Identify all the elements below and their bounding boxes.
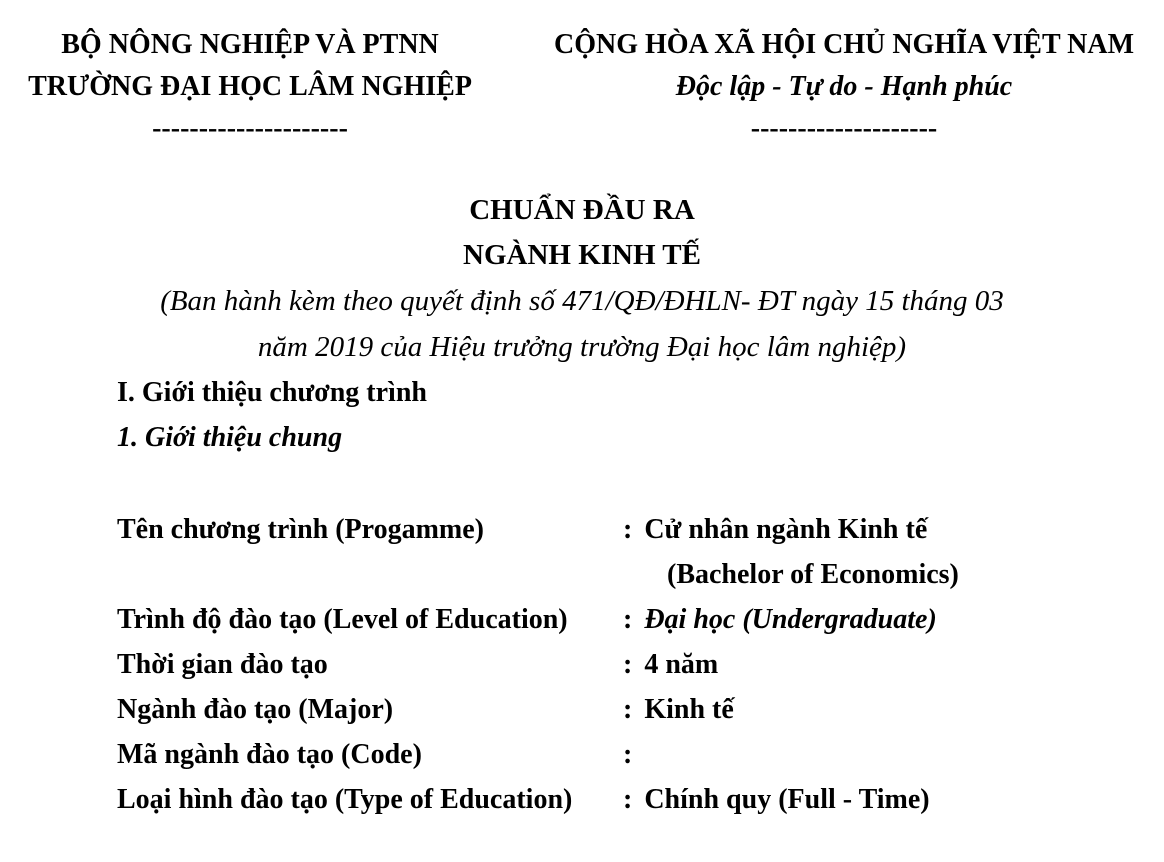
info-label: Ngành đào tạo (Major) xyxy=(117,694,394,725)
info-row-education-level xyxy=(0,597,1164,642)
country-name: CỘNG HÒA XÃ HỘI CHỦ NGHĨA VIỆT NAM xyxy=(553,29,1135,60)
colon-separator: : xyxy=(623,784,633,815)
issuing-agency-block xyxy=(0,24,500,150)
info-value: Đại học (Undergraduate) xyxy=(644,604,937,635)
issuance-note-line-2: năm 2019 của Hiệu trưởng trường Đại học lâm nghiệp) xyxy=(257,331,907,363)
document-title xyxy=(0,188,1164,278)
ministry-name: BỘ NÔNG NGHIỆP VÀ PTNN xyxy=(61,29,439,60)
info-row-programme-name xyxy=(0,507,1164,552)
colon-separator: : xyxy=(623,604,633,635)
info-row-major xyxy=(0,687,1164,732)
national-motto: Độc lập - Tự do - Hạnh phúc xyxy=(675,71,1013,102)
colon-separator: : xyxy=(623,694,633,725)
info-value: Chính quy (Full - Time) xyxy=(644,784,930,815)
info-value: 4 năm xyxy=(644,649,719,680)
programme-info-list xyxy=(0,507,1164,822)
section-heading-intro: I. Giới thiệu chương trình xyxy=(117,377,427,408)
info-value: Kinh tế xyxy=(644,694,734,725)
info-label: Loại hình đào tạo (Type of Education) xyxy=(117,784,573,815)
right-divider-dashes: -------------------- xyxy=(750,113,938,144)
info-label: Thời gian đào tạo xyxy=(117,649,328,680)
title-line-2: NGÀNH KINH TẾ xyxy=(463,239,701,271)
university-name: TRƯỜNG ĐẠI HỌC LÂM NGHIỆP xyxy=(28,71,472,102)
info-label: Mã ngành đào tạo (Code) xyxy=(117,739,422,770)
document-header xyxy=(0,0,1164,150)
info-value-continuation: (Bachelor of Economics) xyxy=(667,559,959,590)
colon-separator: : xyxy=(623,649,633,680)
title-line-1: CHUẨN ĐẦU RA xyxy=(469,194,695,226)
info-row-education-type xyxy=(0,777,1164,822)
issuance-note xyxy=(0,278,1164,370)
left-divider-dashes: --------------------- xyxy=(152,113,348,144)
issuance-note-line-1: (Ban hành kèm theo quyết định số 471/QĐ/ĐHLN- ĐT ngày 15 tháng 03 xyxy=(160,285,1004,317)
info-value: Cử nhân ngành Kinh tế xyxy=(644,514,928,545)
info-label: Tên chương trình (Progamme) xyxy=(117,514,484,545)
info-label: Trình độ đào tạo (Level of Education) xyxy=(117,604,568,635)
colon-separator: : xyxy=(623,514,633,545)
info-row-code xyxy=(0,732,1164,777)
info-row-duration xyxy=(0,642,1164,687)
national-motto-block xyxy=(500,24,1164,150)
subsection-heading-general: 1. Giới thiệu chung xyxy=(117,422,343,453)
colon-separator: : xyxy=(623,739,633,770)
